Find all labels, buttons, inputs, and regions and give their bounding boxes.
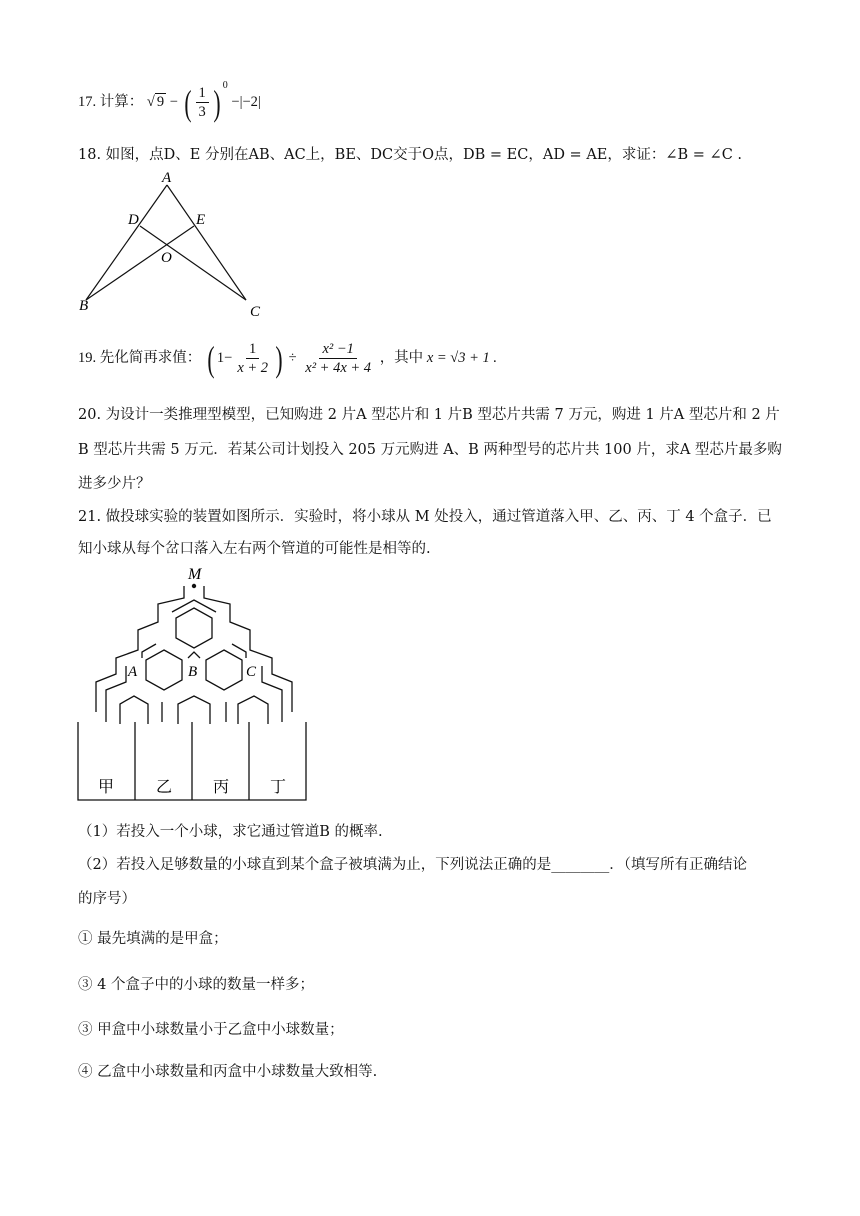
entry-point [192,584,196,588]
q21-line-1: 21. 做投球实验的装置如图所示．实验时，将小球从 M 处投入，通过管道落入甲、乙、丙、丁 4 个盒子．已 [78,509,772,525]
q21-option-3: ③ 甲盒中小球数量小于乙盒中小球数量； [78,1022,344,1038]
q20-line-2: B 型芯片共需 5 万元．若某公司计划投入 205 万元购进 A、B 两种型号的芯片共 100 片，求A 型芯片最多购 [78,442,782,458]
q19-prefix: 先化简再求值： [99,349,202,366]
label-a: A [162,170,172,186]
q19-value: x = √3 + 1 . [426,349,498,366]
triangle-figure [70,170,270,320]
box-ding: 丁 [270,779,287,796]
q19-fraction-2: $\frac{\text{x² −1}}{\text{x² + 4x + 4}}$ [305,341,372,376]
q21-line-2: 知小球从每个岔口落入左右两个管道的可能性是相等的. [78,541,431,557]
box-yi: 乙 [156,779,173,796]
q17-sqrt-symbol: √ [146,94,155,110]
q19-number: 19. [78,349,97,366]
pipe-label-a: A [128,664,138,680]
q19-fraction-1: $\frac{1}{x + 2}$ [237,341,269,376]
label-d: D [128,212,139,228]
box-jia: 甲 [98,779,115,796]
q19-one: 1− [216,349,233,366]
q20-line-3: 进多少片？ [78,476,151,492]
q19-div: ÷ [288,349,297,366]
label-c: C [250,304,261,320]
q17-fraction: $\frac{1}{3}$ [196,84,209,121]
q21-part-2-line-1: （2）若投入足够数量的小球直到某个盒子被填满为止，下列说法正确的是________．（填写所有正确结论 [78,857,747,873]
q21-option-4: ④ 乙盒中小球数量和丙盒中小球数量大致相等. [78,1064,378,1080]
label-b: B [79,298,89,314]
q17-exponent: 0 [222,80,228,91]
pipe-label-b: B [188,664,198,680]
label-m: M [188,566,202,583]
q21-option-2: ③ 4 个盒子中的小球的数量一样多； [78,977,314,993]
label-e: E [196,212,206,228]
q17-rest: −|−2| [231,94,261,110]
question-17: 17. 计算： √ 9 − ( $\frac{1}{3}$ ) $^0$ −|−2| [78,80,261,123]
ball-drop-apparatus [76,562,316,807]
box-bing: 丙 [213,779,230,796]
label-o: O [161,250,172,266]
question-18-text: 18. 如图，点D、E 分别在AB、AC上，BE、DC交于O点，DB = EC，AD = AE，求证：∠B = ∠C . [78,147,743,163]
pipe-label-c: C [246,664,257,680]
pipe-network [78,586,306,800]
q17-sqrt-arg: 9 [156,94,165,110]
q17-number: 17. [78,94,97,110]
question-19: 19. 先化简再求值： ( 1− $\frac{1}{x + 2}$ ) ÷ $\frac{\text{x² −1}}{\text{x² + 4x + 4}}$ ，其中 x = √3 + 1 . [78,338,498,379]
q20-line-1: 20. 为设计一类推理型模型，已知购进 2 片A 型芯片和 1 片B 型芯片共需 7 万元，购进 1 片A 型芯片和 2 片 [78,407,780,423]
q21-part-1: （1）若投入一个小球，求它通过管道B 的概率. [78,824,383,840]
q17-prefix: 计算： [99,94,144,110]
q17-minus: − [169,94,178,110]
q19-suffix: ，其中 [379,349,424,366]
q21-option-1: ① 最先填满的是甲盒； [78,931,228,947]
q21-part-2-line-2: 的序号） [78,891,136,907]
